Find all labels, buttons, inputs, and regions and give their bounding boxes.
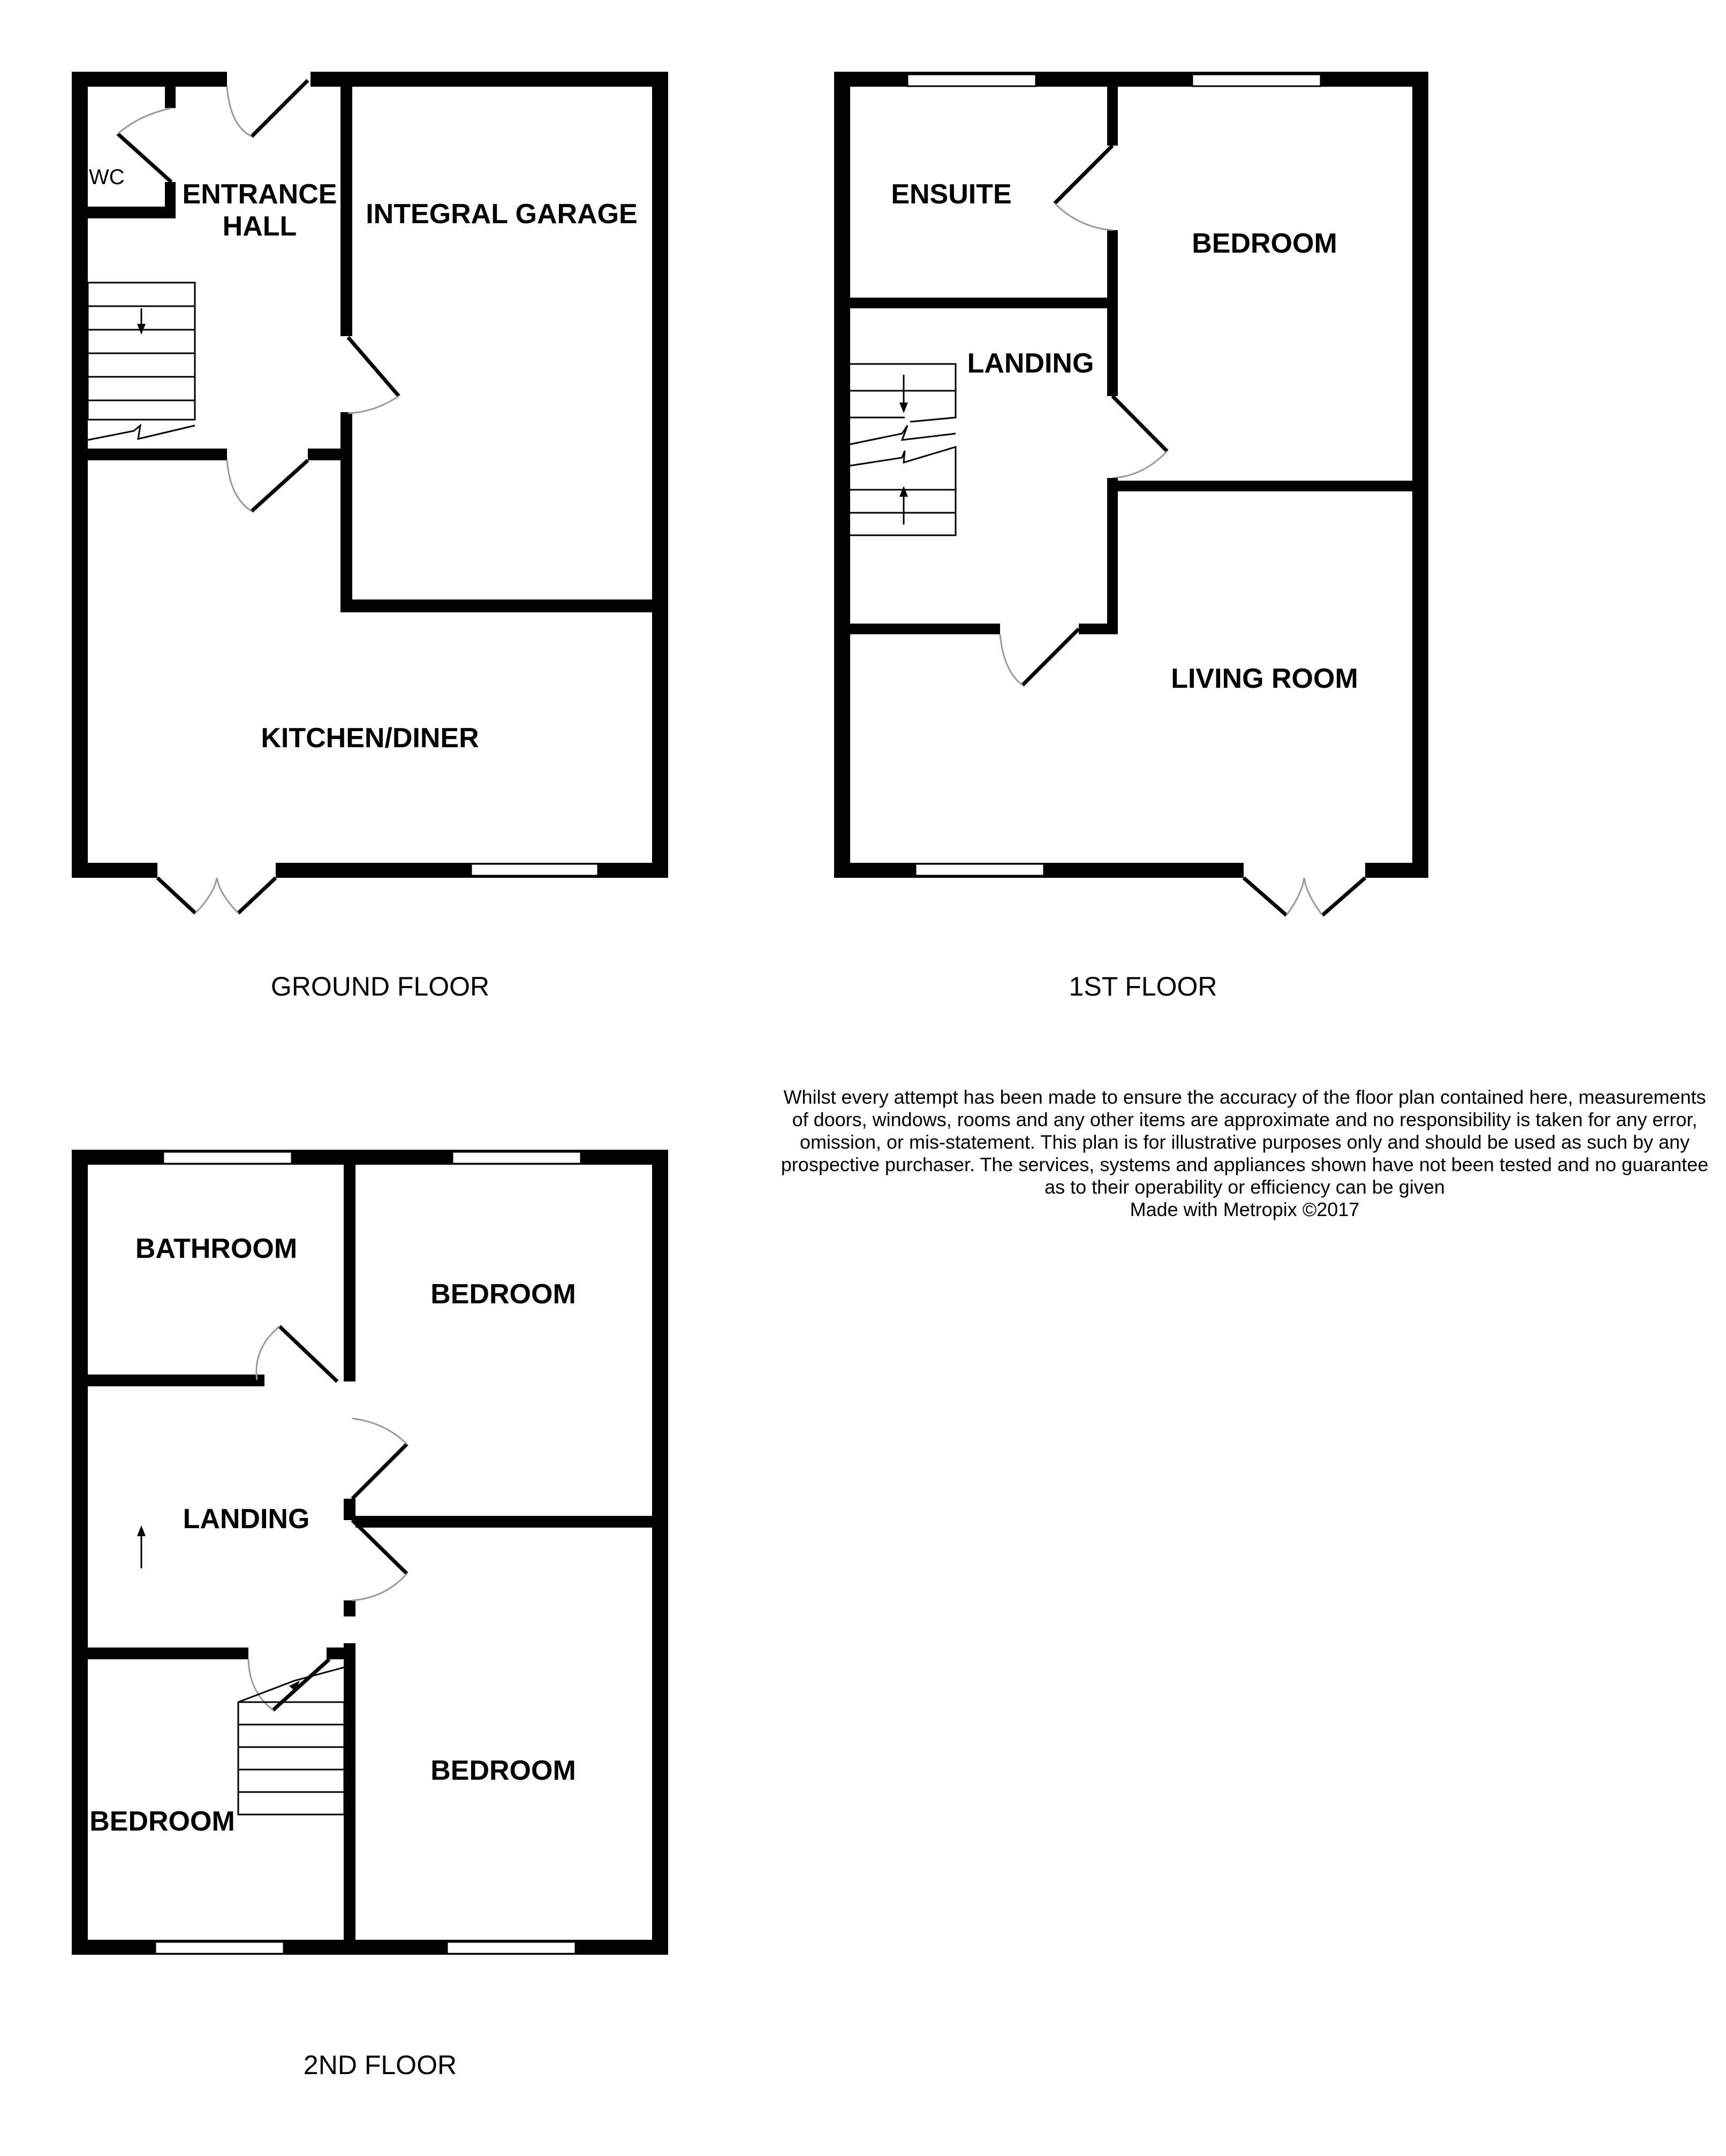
disclaimer-line: as to their operability or efficiency can be given — [1044, 1176, 1445, 1198]
window — [471, 864, 598, 876]
second-floor-plan — [72, 1150, 668, 1955]
window — [155, 1942, 284, 1954]
disclaimer-line: omission, or mis-statement. This plan is for illustrative purposes only and should be used as such by any — [799, 1131, 1690, 1153]
living-room-label: LIVING ROOM — [1171, 663, 1358, 694]
hall-label: HALL — [222, 211, 297, 242]
disclaimer-line: Made with Metropix ©2017 — [1130, 1198, 1360, 1220]
bathroom-label: BATHROOM — [135, 1233, 298, 1264]
bedroom-top-label: BEDROOM — [430, 1279, 576, 1310]
window — [452, 1152, 581, 1164]
window — [447, 1942, 576, 1954]
second-floor-title: 2ND FLOOR — [303, 2050, 457, 2080]
window — [907, 74, 1036, 86]
bedroom-small-label: BEDROOM — [89, 1806, 235, 1837]
kitchen-diner-label: KITCHEN/DINER — [261, 723, 479, 754]
disclaimer — [781, 1086, 1708, 1220]
bedroom-label: BEDROOM — [1192, 228, 1337, 259]
staircase — [238, 1667, 344, 1815]
disclaimer-line: Whilst every attempt has been made to ensure the accuracy of the floor plan contained here, measurements — [783, 1086, 1706, 1108]
wc-label: WC — [89, 165, 125, 189]
ensuite-label: ENSUITE — [891, 179, 1012, 210]
disclaimer-line: prospective purchaser. The services, systems and appliances shown have not been tested and no guarantee — [781, 1153, 1709, 1175]
landing-label: LANDING — [967, 348, 1094, 379]
staircase — [88, 283, 195, 440]
entrance-label: ENTRANCE — [182, 179, 337, 210]
bedroom-bottom-label: BEDROOM — [430, 1755, 576, 1786]
window — [163, 1152, 292, 1164]
first-floor-title: 1ST FLOOR — [1069, 971, 1217, 1001]
first-floor-plan — [834, 72, 1428, 915]
integral-garage-label: INTEGRAL GARAGE — [366, 199, 638, 230]
ground-floor-plan — [72, 72, 668, 913]
ground-floor-title: GROUND FLOOR — [270, 971, 490, 1001]
landing-label: LANDING — [183, 1504, 310, 1535]
staircase — [850, 364, 956, 535]
disclaimer-line: of doors, windows, rooms and any other items are approximate and no responsibility is taken for any error, — [792, 1109, 1698, 1130]
window — [1192, 74, 1321, 86]
window — [915, 864, 1044, 876]
